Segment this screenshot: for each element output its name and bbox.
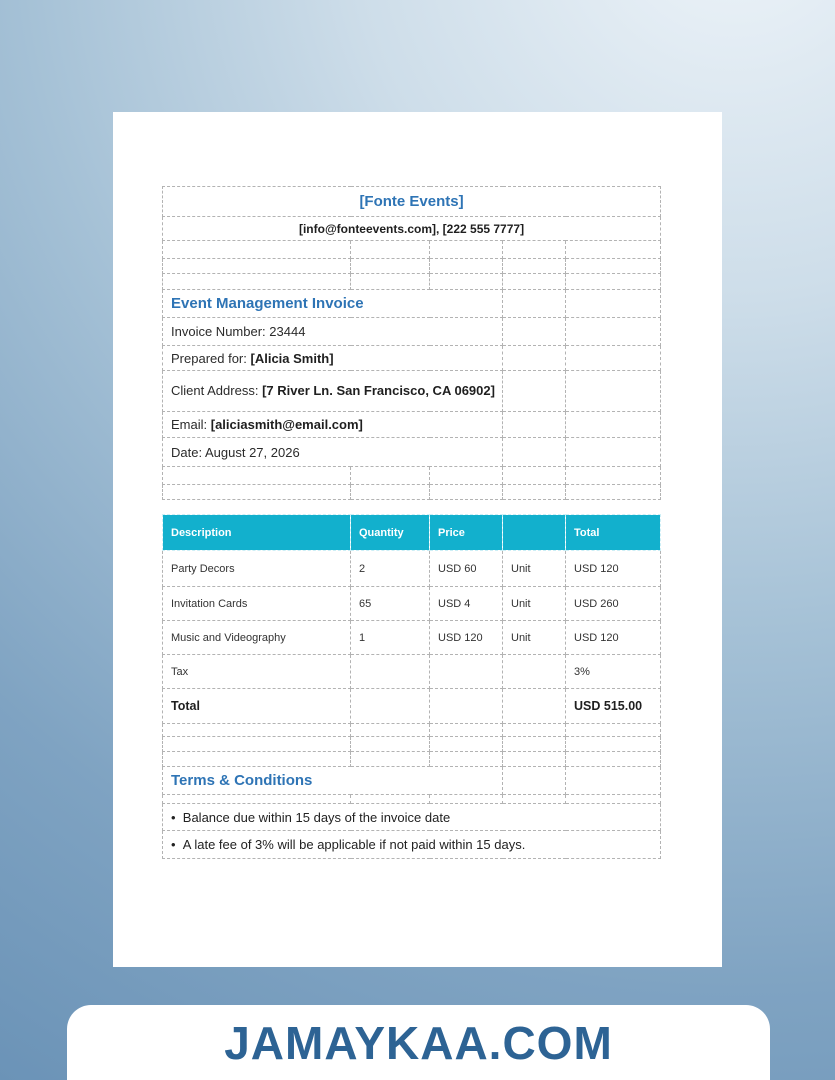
empty-cell <box>351 724 430 737</box>
empty-row <box>163 737 661 752</box>
item-price: USD 4 <box>430 587 503 621</box>
empty-cell <box>163 724 351 737</box>
invoice-document-page <box>113 112 722 967</box>
date-label: Date: <box>171 444 203 460</box>
empty-cell <box>566 371 661 412</box>
empty-row <box>163 274 661 290</box>
empty-cell <box>430 259 503 274</box>
terms-title-row <box>163 767 661 795</box>
item-unit: Unit <box>503 587 566 621</box>
empty-cell <box>503 724 566 737</box>
empty-cell <box>430 274 503 290</box>
empty-row <box>163 752 661 767</box>
company-name-row <box>163 187 661 217</box>
item-unit: Unit <box>503 551 566 587</box>
invoice-section-title: Event Management Invoice <box>163 290 503 318</box>
item-row <box>163 587 661 621</box>
empty-cell <box>503 259 566 274</box>
empty-cell <box>351 259 430 274</box>
empty-cell <box>566 346 661 371</box>
terms-bullet-1: • Balance due within 15 days of the invoice date <box>163 804 661 831</box>
prepared-for-cell <box>163 346 503 371</box>
item-total: USD 120 <box>566 621 661 655</box>
empty-row <box>163 485 661 500</box>
empty-cell <box>503 655 566 689</box>
empty-cell <box>351 467 430 485</box>
prepared-for-label: Prepared for: <box>171 350 247 366</box>
empty-cell <box>430 737 503 752</box>
item-total: USD 120 <box>566 551 661 587</box>
empty-cell <box>503 467 566 485</box>
empty-cell <box>430 795 503 804</box>
date-value: August 27, 2026 <box>204 444 300 460</box>
item-price: USD 120 <box>430 621 503 655</box>
item-unit: Unit <box>503 621 566 655</box>
client-address-row <box>163 371 661 412</box>
terms-bullet-row <box>163 831 661 859</box>
empty-cell <box>430 689 503 724</box>
client-address-cell <box>163 371 503 412</box>
item-quantity: 65 <box>351 587 430 621</box>
email-value: [aliciasmith@email.com] <box>210 417 363 432</box>
empty-row <box>163 467 661 485</box>
tax-value: 3% <box>566 655 661 689</box>
empty-cell <box>503 767 566 795</box>
invoice-number-label: Invoice Number: <box>171 324 266 339</box>
invoice-number-row <box>163 318 661 346</box>
empty-cell <box>351 689 430 724</box>
date-cell <box>163 438 503 467</box>
table-gap <box>162 500 660 514</box>
empty-cell <box>566 412 661 438</box>
prepared-for-value: [Alicia Smith] <box>250 350 334 366</box>
item-quantity: 1 <box>351 621 430 655</box>
empty-cell <box>503 752 566 767</box>
empty-cell <box>430 752 503 767</box>
empty-cell <box>430 655 503 689</box>
empty-cell <box>503 241 566 259</box>
header-total: Total <box>566 515 661 551</box>
empty-cell <box>503 274 566 290</box>
empty-cell <box>163 241 351 259</box>
terms-section-title: Terms & Conditions <box>163 767 503 795</box>
header-blank <box>503 515 566 551</box>
header-price: Price <box>430 515 503 551</box>
empty-cell <box>163 259 351 274</box>
empty-cell <box>430 724 503 737</box>
item-description: Music and Videography <box>163 621 351 655</box>
empty-cell <box>503 290 566 318</box>
empty-cell <box>503 438 566 467</box>
invoice-title-row <box>163 290 661 318</box>
item-description: Party Decors <box>163 551 351 587</box>
website-banner <box>67 1005 770 1080</box>
total-label: Total <box>163 689 351 724</box>
empty-cell <box>163 795 351 804</box>
email-cell <box>163 412 503 438</box>
empty-cell <box>566 795 661 804</box>
prepared-for-row <box>163 346 661 371</box>
empty-cell <box>430 241 503 259</box>
terms-bullet-2: • A late fee of 3% will be applicable if not paid within 15 days. <box>163 831 661 859</box>
email-label: Email: <box>171 417 208 432</box>
empty-cell <box>566 724 661 737</box>
items-header-row <box>163 515 661 551</box>
client-address-label: Client Address: <box>171 383 259 398</box>
empty-row <box>163 795 661 804</box>
empty-cell <box>351 485 430 500</box>
total-row <box>163 689 661 724</box>
website-name: JAMAYKAA.COM <box>224 1016 613 1069</box>
empty-cell <box>503 371 566 412</box>
invoice-number-cell <box>163 318 503 346</box>
empty-cell <box>566 318 661 346</box>
empty-cell <box>566 752 661 767</box>
empty-cell <box>503 318 566 346</box>
item-total: USD 260 <box>566 587 661 621</box>
empty-cell <box>503 795 566 804</box>
empty-cell <box>503 737 566 752</box>
empty-cell <box>566 485 661 500</box>
company-contact-row <box>163 217 661 241</box>
email-row <box>163 412 661 438</box>
invoice-header-table <box>162 186 661 500</box>
empty-cell <box>430 485 503 500</box>
header-description: Description <box>163 515 351 551</box>
empty-cell <box>566 290 661 318</box>
empty-cell <box>566 467 661 485</box>
empty-cell <box>163 737 351 752</box>
date-row <box>163 438 661 467</box>
company-contact: [info@fonteevents.com], [222 555 7777] <box>163 217 661 241</box>
empty-row <box>163 259 661 274</box>
empty-cell <box>351 752 430 767</box>
empty-cell <box>163 467 351 485</box>
empty-cell <box>430 467 503 485</box>
empty-cell <box>566 737 661 752</box>
company-name: [Fonte Events] <box>163 187 661 217</box>
empty-cell <box>163 485 351 500</box>
empty-cell <box>566 438 661 467</box>
invoice-content <box>162 186 660 859</box>
item-row <box>163 621 661 655</box>
empty-cell <box>566 274 661 290</box>
empty-cell <box>503 689 566 724</box>
empty-cell <box>163 274 351 290</box>
empty-cell <box>351 795 430 804</box>
tax-label: Tax <box>163 655 351 689</box>
empty-cell <box>566 767 661 795</box>
total-value: USD 515.00 <box>566 689 661 724</box>
empty-cell <box>566 241 661 259</box>
empty-cell <box>503 412 566 438</box>
empty-cell <box>503 346 566 371</box>
empty-cell <box>566 259 661 274</box>
empty-cell <box>351 737 430 752</box>
empty-cell <box>351 241 430 259</box>
invoice-number-value: 23444 <box>269 324 306 339</box>
item-description: Invitation Cards <box>163 587 351 621</box>
empty-row <box>163 724 661 737</box>
client-address-value: [7 River Ln. San Francisco, CA 06902] <box>262 383 495 398</box>
item-price: USD 60 <box>430 551 503 587</box>
empty-cell <box>351 655 430 689</box>
terms-bullet-row <box>163 804 661 831</box>
item-row <box>163 551 661 587</box>
empty-row <box>163 241 661 259</box>
empty-cell <box>351 274 430 290</box>
tax-row <box>163 655 661 689</box>
invoice-items-table <box>162 514 661 859</box>
item-quantity: 2 <box>351 551 430 587</box>
empty-cell <box>163 752 351 767</box>
empty-cell <box>503 485 566 500</box>
header-quantity: Quantity <box>351 515 430 551</box>
